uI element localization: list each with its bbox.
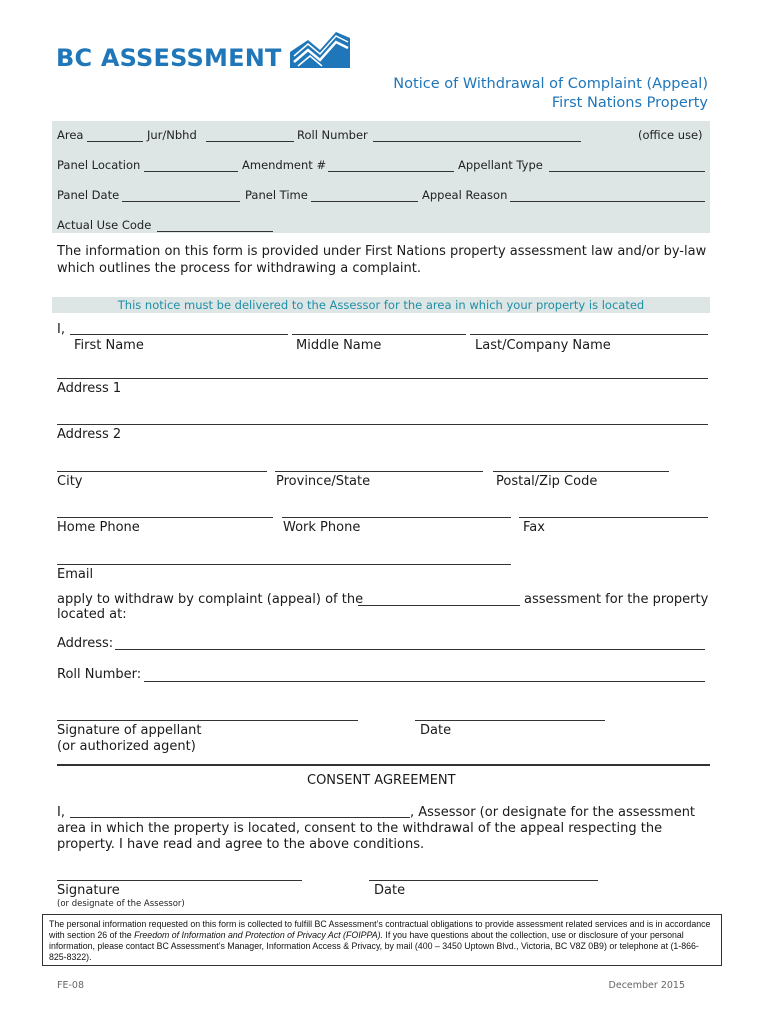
panel-location-field[interactable]: [144, 171, 238, 172]
bc-assessment-logo-icon: [290, 30, 350, 70]
appellant-type-field[interactable]: [549, 171, 705, 172]
privacy-text-2: If you have questions about the collection, use or disclosure of your personal information, please contact BC Assessment’s Manager, Information Access & Privacy, by mail (400 – 3450 Uptown Blvd., Victoria, BC V8Z 0B9) or telephone at (1-866-825-8322).: [49, 930, 699, 962]
apply-line-2: located at:: [57, 607, 127, 622]
panel-date-label: Panel Date: [57, 188, 120, 202]
work-phone-label: Work Phone: [283, 520, 361, 535]
privacy-notice: [42, 914, 722, 966]
email-field[interactable]: [57, 564, 511, 565]
property-address-field[interactable]: [115, 649, 705, 650]
intro-line-1: The information on this form is provided under First Nations property assessment law and/or by-law: [57, 244, 707, 259]
appeal-reason-field[interactable]: [510, 201, 705, 202]
actual-use-code-field[interactable]: [157, 231, 273, 232]
assessor-date-label: Date: [374, 883, 406, 898]
property-roll-number-field[interactable]: [144, 681, 705, 682]
address1-field[interactable]: [57, 378, 708, 379]
postal-code-label: Postal/Zip Code: [496, 474, 598, 489]
assessor-name-field[interactable]: [70, 817, 410, 818]
consent-line-3: property. I have read and agree to the above conditions.: [57, 837, 425, 852]
panel-time-field[interactable]: [311, 201, 418, 202]
address2-label: Address 2: [57, 427, 122, 442]
assessor-signature-field[interactable]: [57, 880, 302, 881]
appellant-date-label: Date: [420, 723, 452, 738]
email-label: Email: [57, 567, 94, 582]
city-field[interactable]: [57, 471, 267, 472]
privacy-act-name: Freedom of Information and Protection of Privacy Act (FOIPPA).: [134, 930, 383, 940]
province-field[interactable]: [275, 471, 483, 472]
address2-field[interactable]: [57, 424, 708, 425]
amendment-label: Amendment #: [242, 158, 327, 172]
form-id: FE-08: [57, 980, 84, 991]
area-label: Area: [57, 128, 84, 142]
last-name-label: Last/Company Name: [475, 338, 611, 353]
middle-name-field[interactable]: [292, 334, 466, 335]
consent-i-label: I,: [57, 805, 65, 820]
apply-suffix: assessment for the property: [524, 592, 709, 607]
panel-location-label: Panel Location: [57, 158, 141, 172]
home-phone-label: Home Phone: [57, 520, 140, 535]
province-label: Province/State: [276, 474, 371, 489]
delivery-notice-banner: This notice must be delivered to the Assessor for the area in which your property is located: [52, 297, 710, 313]
assessor-date-field[interactable]: [369, 880, 598, 881]
property-roll-number-label: Roll Number:: [57, 667, 142, 682]
amendment-field[interactable]: [328, 171, 454, 172]
roll-number-office-field[interactable]: [373, 141, 581, 142]
fax-field[interactable]: [519, 517, 708, 518]
assessor-signature-label: Signature: [57, 883, 120, 898]
home-phone-field[interactable]: [57, 517, 273, 518]
city-label: City: [57, 474, 83, 489]
first-name-field[interactable]: [70, 334, 288, 335]
jur-nbhd-label: Jur/Nbhd: [147, 128, 197, 142]
consent-divider: [57, 764, 710, 766]
postal-code-field[interactable]: [493, 471, 669, 472]
i-label: I,: [57, 322, 65, 337]
appellant-signature-field[interactable]: [57, 720, 358, 721]
consent-line-1: , Assessor (or designate for the assessment: [410, 805, 696, 820]
property-address-label: Address:: [57, 636, 114, 651]
appellant-signature-sublabel: (or authorized agent): [57, 739, 196, 754]
fax-label: Fax: [523, 520, 545, 535]
jur-nbhd-field[interactable]: [206, 141, 294, 142]
appellant-date-field[interactable]: [415, 720, 605, 721]
area-field[interactable]: [87, 141, 143, 142]
form-title: Notice of Withdrawal of Complaint (Appeal): [393, 76, 708, 92]
roll-number-office-label: Roll Number: [297, 128, 368, 142]
consent-heading: CONSENT AGREEMENT: [307, 773, 456, 788]
appellant-type-label: Appellant Type: [458, 158, 543, 172]
work-phone-field[interactable]: [282, 517, 511, 518]
brand-logo-text: BC ASSESSMENT: [56, 44, 282, 72]
appellant-signature-label: Signature of appellant: [57, 723, 202, 738]
privacy-text-1: The personal information requested on this form is collected to fulfill BC Assessment’s contractual obligations to provide assessment related services and is in accordance with section 26 of the: [49, 919, 711, 940]
last-name-field[interactable]: [470, 334, 708, 335]
panel-date-field[interactable]: [122, 201, 240, 202]
intro-line-2: which outlines the process for withdrawing a complaint.: [57, 261, 422, 276]
consent-line-2: area in which the property is located, consent to the withdrawal of the appeal respecting the: [57, 821, 663, 836]
office-use-label: (office use): [638, 128, 703, 142]
middle-name-label: Middle Name: [296, 338, 382, 353]
assessment-year-field[interactable]: [358, 605, 520, 606]
assessor-signature-sublabel: (or designate of the Assessor): [57, 899, 185, 909]
form-date: December 2015: [608, 980, 685, 991]
address1-label: Address 1: [57, 381, 122, 396]
panel-time-label: Panel Time: [245, 188, 308, 202]
first-name-label: First Name: [74, 338, 144, 353]
apply-prefix: apply to withdraw by complaint (appeal) of the: [57, 592, 364, 607]
actual-use-code-label: Actual Use Code: [57, 218, 152, 232]
form-subtitle: First Nations Property: [551, 95, 708, 111]
appeal-reason-label: Appeal Reason: [422, 188, 508, 202]
